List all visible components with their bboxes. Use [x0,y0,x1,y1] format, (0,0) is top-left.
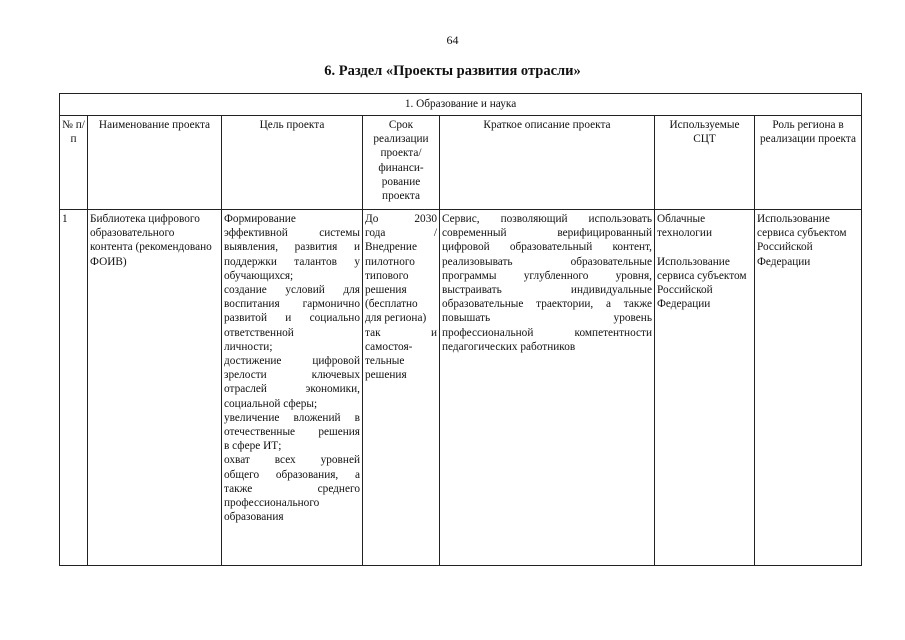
tech-item: Облачные технологии [657,213,713,240]
table-section-row [60,94,862,116]
row-role: Использование сервиса субъектом Российской Федерации [755,210,862,566]
term-line: типового [365,269,409,282]
term-line: Внедрение [365,241,417,254]
goal-line: профессионального [224,497,320,510]
goal-line: воспитания гармонично [224,298,360,311]
goal-line: достижение цифровой [224,355,360,368]
term-line: для региона) [365,312,427,325]
goal-line: общего образования, а [224,468,360,481]
projects-table [59,93,862,566]
term-line: решения [365,284,407,297]
term-line: (бесплатно [365,298,418,311]
page-number: 64 [446,33,459,47]
goal-line: создание условий для [224,284,360,297]
tech-item: Использование сервиса субъектом Российской Федерации [657,255,747,311]
goal-line: выявления, развития и [224,241,360,254]
header-num: № п/п [60,116,88,210]
section-label: 1. Образование и наука [60,94,862,116]
table-header-row [60,116,862,210]
row-term [363,210,440,566]
row-goal [222,210,363,566]
term-line: решения [365,369,407,382]
description-line: выстраивать индивидуальные [442,284,652,297]
goal-line: развитой и социально [224,312,360,325]
header-role: Роль региона в реализации проекта [755,116,862,210]
term-line: пилотного [365,255,415,268]
goal-line: поддержки талантов у [224,255,360,268]
description-line: программы углубленного уровня, [442,269,652,282]
goal-line: эффективной системы [224,227,360,240]
goal-line: также среднего [224,482,360,495]
description-line: цифровой образовательный контент, [442,241,652,254]
description-line: реализовывать образовательные [442,255,652,268]
goal-line: ответственной [224,326,294,339]
row-name: Библиотека цифрового образовательного контента (рекомендовано ФОИВ) [88,210,222,566]
description-line: образовательные траектории, а также [442,298,652,311]
description-line: профессиональной компетентности [442,326,652,339]
goal-line: социальной сферы; [224,397,318,410]
goal-line: охват всех уровней [224,454,360,467]
description-line: педагогических работников [442,340,576,353]
term-line: так и [365,326,437,339]
goal-line: образования [224,511,284,524]
term-line: года / [365,227,437,240]
section-title: 6. Раздел «Проекты развития отрасли» [324,63,581,79]
row-description [440,210,655,566]
row-tech [655,210,755,566]
goal-line: в сфере ИТ; [224,440,282,453]
header-name: Наименование проекта [88,116,222,210]
term-line: тельные [365,355,405,368]
goal-line: отраслей экономики, [224,383,360,396]
goal-line: отечественные решения [224,426,360,439]
term-line: До 2030 [365,213,437,225]
goal-line: личности; [224,340,273,353]
goal-line: увеличение вложений в [224,411,360,424]
row-num: 1 [60,210,88,566]
table-row [60,210,862,566]
header-goal: Цель проекта [222,116,363,210]
goal-line: зрелости ключевых [224,369,360,382]
header-term: Срок реализации проекта/ финанси-рование проекта [363,116,440,210]
description-line: повышать уровень [442,312,652,325]
header-tech: Используемые СЦТ [655,116,755,210]
goal-line: обучающихся; [224,269,294,282]
term-line: самостоя- [365,340,413,353]
header-description: Краткое описание проекта [440,116,655,210]
goal-line: Формирование [224,213,296,225]
description-line: современный верифицированный [442,227,652,240]
description-line: Сервис, позволяющий использовать [442,213,652,225]
